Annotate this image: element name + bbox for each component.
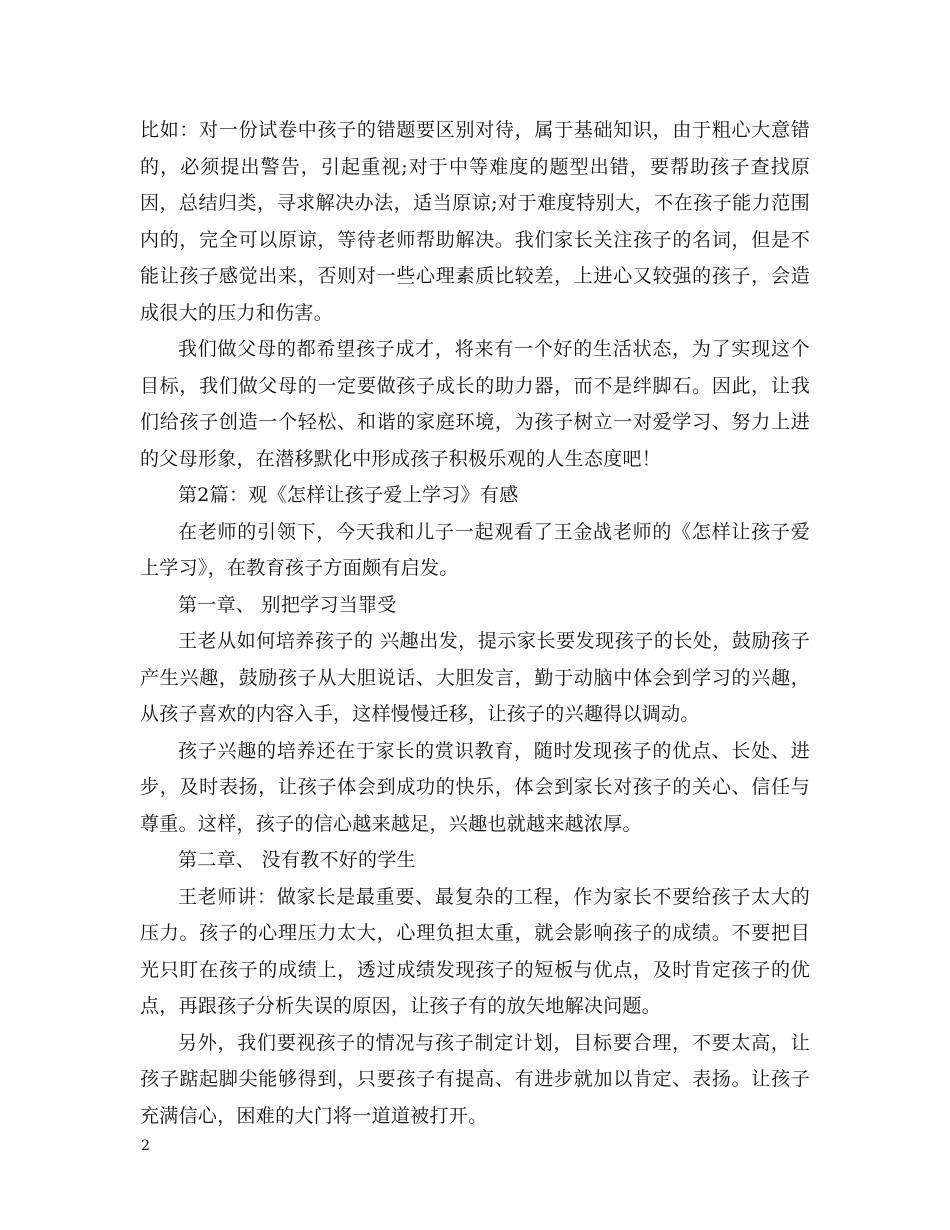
- paragraph: 孩子兴趣的培养还在于家长的赏识教育，随时发现孩子的优点、长处、进步，及时表扬，让孩子体会到成功的快乐，体会到家长对孩子的关心、信任与尊重。这样，孩子的信心越来越足，兴趣也就越来越浓厚。: [140, 739, 810, 835]
- page-number: 2: [141, 1138, 150, 1154]
- paragraph: 我们做父母的都希望孩子成才，将来有一个好的生活状态，为了实现这个目标，我们做父母的一定要做孩子成长的助力器，而不是绊脚石。因此，让我们给孩子创造一个轻松、和谐的家庭环境，为孩子树立一对爱学习、努力上进的父母形象，在潜移默化中形成孩子积极乐观的人生态度吧！: [140, 338, 810, 470]
- paragraph: 另外，我们要视孩子的情况与孩子制定计划，目标要合理，不要太高，让孩子踮起脚尖能够得到，只要孩子有提高、有进步就加以肯定、表扬。让孩子充满信心，困难的大门将一道道被打开。: [140, 1031, 810, 1127]
- paragraph: 王老从如何培养孩子的 兴趣出发，提示家长要发现孩子的长处，鼓励孩子产生兴趣，鼓励孩子从大胆说话、大胆发言，勤于动脑中体会到学习的兴趣，从孩子喜欢的内容入手，这样慢慢迁移，让孩子的兴趣得以调动。: [140, 630, 810, 725]
- document-body: [140, 112, 810, 1134]
- chapter-heading: 第一章、 别把学习当罪受: [178, 593, 397, 616]
- chapter-heading: 第二章、 没有教不好的学生: [178, 849, 416, 871]
- paragraph-continued: 比如：对一份试卷中孩子的错题要区别对待，属于基础知识，由于粗心大意错的，必须提出警告，引起重视;对于中等难度的题型出错，要帮助孩子查找原因，总结归类，寻求解决办法，适当原谅;对于难度特别大，不在孩子能力范围内的，完全可以原谅，等待老师帮助解决。我们家长关注孩子的名词，但是不能让孩子感觉出来，否则对一些心理素质比较差，上进心又较强的孩子，会造成很大的压力和伤害。: [140, 119, 810, 324]
- article-title: 第2篇：观《怎样让孩子爱上学习》有感: [178, 484, 519, 506]
- paragraph: 在老师的引领下，今天我和儿子一起观看了王金战老师的《怎样让孩子爱上学习》，在教育孩子方面颇有启发。: [140, 520, 810, 579]
- paragraph: 王老师讲：做家长是最重要、最复杂的工程，作为家长不要给孩子太大的压力。孩子的心理压力太大，心理负担太重，就会影响孩子的成绩。不要把目光只盯在孩子的成绩上，透过成绩发现孩子的短板与优点，及时肯定孩子的优点，再跟孩子分析失误的原因，让孩子有的放矢地解决问题。: [140, 885, 810, 1017]
